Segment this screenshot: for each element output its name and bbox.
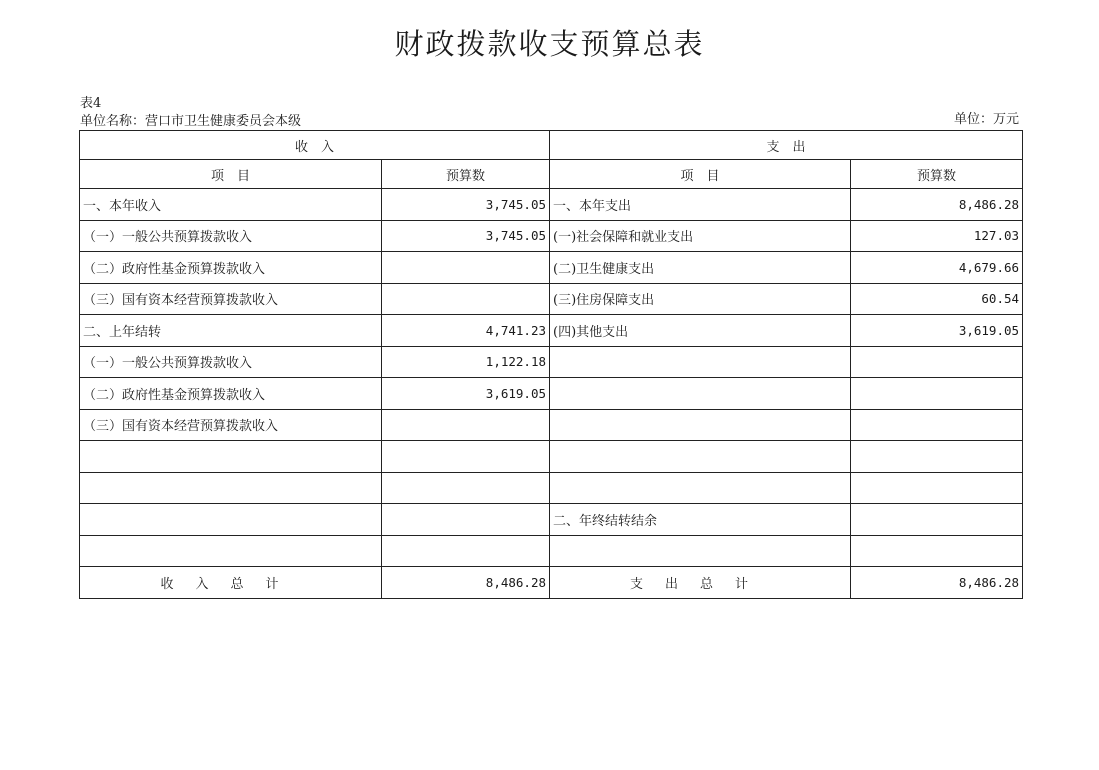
expense-amount-cell	[851, 472, 1023, 504]
expense-item-cell: 二、年终结转结余	[550, 504, 851, 536]
table-row	[80, 409, 1023, 441]
income-item-cell	[80, 535, 382, 567]
table-row	[80, 283, 1023, 315]
table-row	[80, 535, 1023, 567]
income-item-cell: （三）国有资本经营预算拨款收入	[80, 409, 382, 441]
table-row	[80, 252, 1023, 284]
expense-section-header: 支 出	[550, 131, 1023, 160]
expense-total-amount: 8,486.28	[851, 567, 1023, 599]
expense-item-cell: (二)卫生健康支出	[550, 252, 851, 284]
table-body	[80, 189, 1023, 567]
currency-unit: 单位：万元	[953, 112, 1019, 127]
income-item-cell: 二、上年结转	[80, 315, 382, 347]
expense-item-cell: (一)社会保障和就业支出	[550, 220, 851, 252]
table-row	[80, 472, 1023, 504]
expense-item-cell: 一、本年支出	[550, 189, 851, 221]
expense-amount-cell	[851, 535, 1023, 567]
expense-amount-cell: 127.03	[851, 220, 1023, 252]
table-number: 表4	[80, 96, 102, 111]
table-row	[80, 378, 1023, 410]
income-amount-cell	[382, 409, 550, 441]
expense-total-label: 支出总计	[550, 567, 851, 599]
income-section-header: 收 入	[80, 131, 550, 160]
income-amount-cell	[382, 283, 550, 315]
expense-amount-cell: 4,679.66	[851, 252, 1023, 284]
income-amount-cell: 4,741.23	[382, 315, 550, 347]
income-item-cell	[80, 504, 382, 536]
income-amount-cell: 3,619.05	[382, 378, 550, 410]
expense-item-cell	[550, 378, 851, 410]
column-header-row	[80, 160, 1023, 189]
income-item-cell	[80, 472, 382, 504]
income-amount-header: 预算数	[382, 160, 550, 189]
income-amount-cell	[382, 504, 550, 536]
income-item-cell: （三）国有资本经营预算拨款收入	[80, 283, 382, 315]
income-amount-cell	[382, 252, 550, 284]
budget-table	[79, 130, 1023, 599]
expense-item-cell: (四)其他支出	[550, 315, 851, 347]
expense-amount-cell	[851, 346, 1023, 378]
income-total-label: 收入总计	[80, 567, 382, 599]
expense-item-cell	[550, 535, 851, 567]
income-amount-cell: 1,122.18	[382, 346, 550, 378]
table-row	[80, 220, 1023, 252]
totals-row	[80, 567, 1023, 599]
section-header-row	[80, 131, 1023, 160]
income-amount-cell: 3,745.05	[382, 220, 550, 252]
expense-amount-cell: 3,619.05	[851, 315, 1023, 347]
expense-amount-cell	[851, 409, 1023, 441]
income-item-header: 项 目	[80, 160, 382, 189]
income-amount-cell	[382, 472, 550, 504]
expense-amount-cell	[851, 378, 1023, 410]
expense-item-cell: (三)住房保障支出	[550, 283, 851, 315]
income-item-cell: 一、本年收入	[80, 189, 382, 221]
income-amount-cell: 3,745.05	[382, 189, 550, 221]
expense-item-cell	[550, 472, 851, 504]
table-row	[80, 315, 1023, 347]
income-item-cell: （二）政府性基金预算拨款收入	[80, 378, 382, 410]
income-total-amount: 8,486.28	[382, 567, 550, 599]
expense-amount-cell: 8,486.28	[851, 189, 1023, 221]
expense-item-cell	[550, 346, 851, 378]
table-row	[80, 346, 1023, 378]
expense-item-cell	[550, 441, 851, 473]
income-item-cell: （二）政府性基金预算拨款收入	[80, 252, 382, 284]
expense-amount-cell	[851, 441, 1023, 473]
expense-amount-cell	[851, 504, 1023, 536]
income-amount-cell	[382, 441, 550, 473]
table-row	[80, 441, 1023, 473]
income-item-cell: （一）一般公共预算拨款收入	[80, 346, 382, 378]
expense-item-header: 项 目	[550, 160, 851, 189]
unit-name: 单位名称：营口市卫生健康委员会本级	[80, 114, 302, 129]
expense-amount-cell: 60.54	[851, 283, 1023, 315]
income-item-cell	[80, 441, 382, 473]
income-item-cell: （一）一般公共预算拨款收入	[80, 220, 382, 252]
expense-item-cell	[550, 409, 851, 441]
income-amount-cell	[382, 535, 550, 567]
page-title: 财政拨款收支预算总表	[394, 27, 705, 61]
table-row	[80, 189, 1023, 221]
table-row	[80, 504, 1023, 536]
expense-amount-header: 预算数	[851, 160, 1023, 189]
